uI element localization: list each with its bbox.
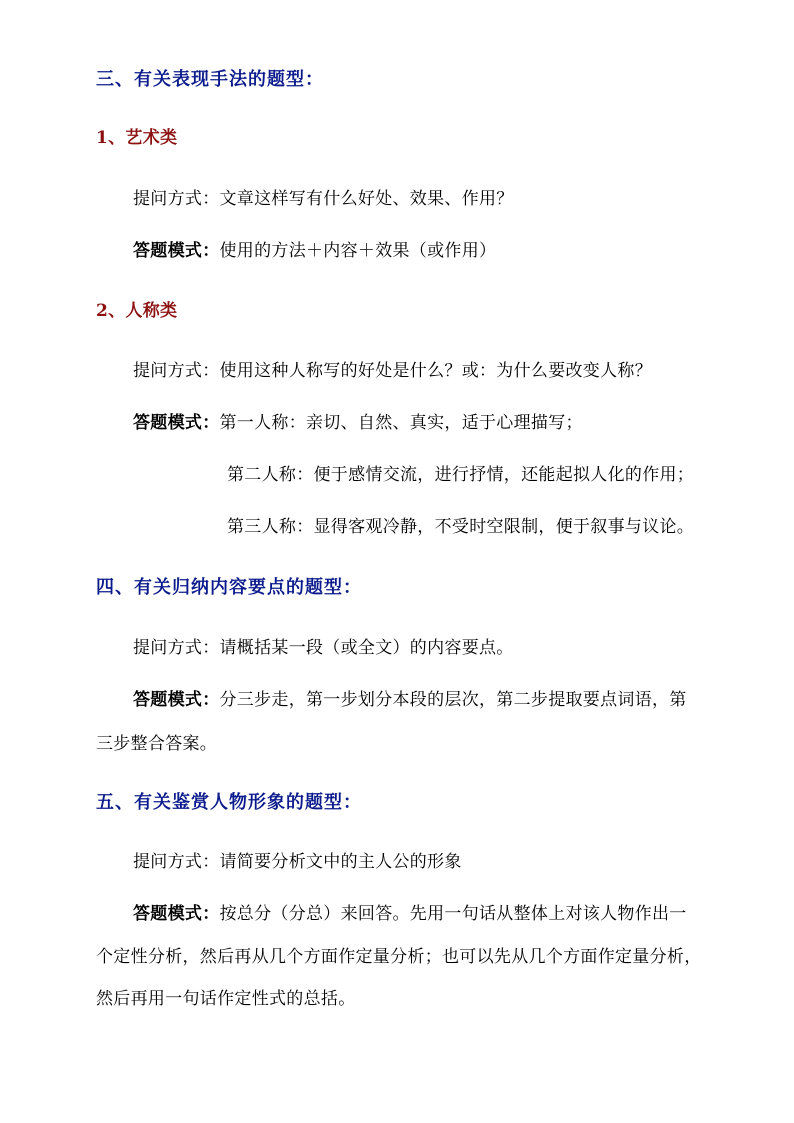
answer-label: 答题模式： bbox=[133, 413, 220, 433]
art-question bbox=[133, 187, 514, 211]
answer-text: 按总分（分总）来回答。先用一句话从整体上对该人物作出一 bbox=[219, 904, 687, 924]
question-label: 提问方式： bbox=[133, 852, 220, 872]
art-subtitle: 1、艺术类 bbox=[96, 128, 178, 148]
art-answer bbox=[133, 239, 496, 263]
person-answer bbox=[133, 411, 583, 435]
section5-question bbox=[133, 850, 462, 874]
question-text: 使用这种人称写的好处是什么？或：为什么要改变人称？ bbox=[219, 361, 652, 381]
question-label: 提问方式： bbox=[133, 189, 220, 209]
person-subtitle: 2、人称类 bbox=[96, 301, 178, 321]
person-answer-line-2: 第二人称：便于感情交流，进行抒情，还能起拟人化的作用； bbox=[227, 465, 695, 485]
section4-title: 四、有关归纳内容要点的题型： bbox=[96, 577, 362, 598]
section4-question bbox=[133, 636, 514, 660]
person-question bbox=[133, 359, 652, 383]
question-text: 请概括某一段（或全文）的内容要点。 bbox=[219, 638, 514, 658]
answer-text: 使用的方法＋内容＋效果（或作用） bbox=[219, 241, 497, 261]
answer-label: 答题模式： bbox=[133, 241, 220, 261]
answer-text: 分三步走，第一步划分本段的层次，第二步提取要点词语，第 bbox=[219, 690, 687, 710]
section4-answer-line-2: 三步整合答案。 bbox=[96, 734, 218, 754]
section5-answer-line-2: 个定性分析，然后再从几个方面作定量分析；也可以先从几个方面作定量分析， bbox=[96, 947, 702, 967]
answer-label: 答题模式： bbox=[133, 904, 220, 924]
section5-answer bbox=[133, 902, 687, 926]
answer-label: 答题模式： bbox=[133, 690, 220, 710]
question-text: 文章这样写有什么好处、效果、作用？ bbox=[219, 189, 514, 209]
question-text: 请简要分析文中的主人公的形象 bbox=[219, 852, 462, 872]
answer-text: 第一人称：亲切、自然、真实，适于心理描写； bbox=[219, 413, 583, 433]
person-answer-line-3: 第三人称：显得客观冷静，不受时空限制，便于叙事与议论。 bbox=[227, 517, 695, 537]
question-label: 提问方式： bbox=[133, 361, 220, 381]
section4-answer bbox=[133, 688, 687, 712]
question-label: 提问方式： bbox=[133, 638, 220, 658]
section3-title: 三、有关表现手法的题型： bbox=[96, 69, 324, 90]
section5-answer-line-3: 然后再用一句话作定性式的总括。 bbox=[96, 989, 356, 1009]
section5-title: 五、有关鉴赏人物形象的题型： bbox=[96, 792, 362, 813]
